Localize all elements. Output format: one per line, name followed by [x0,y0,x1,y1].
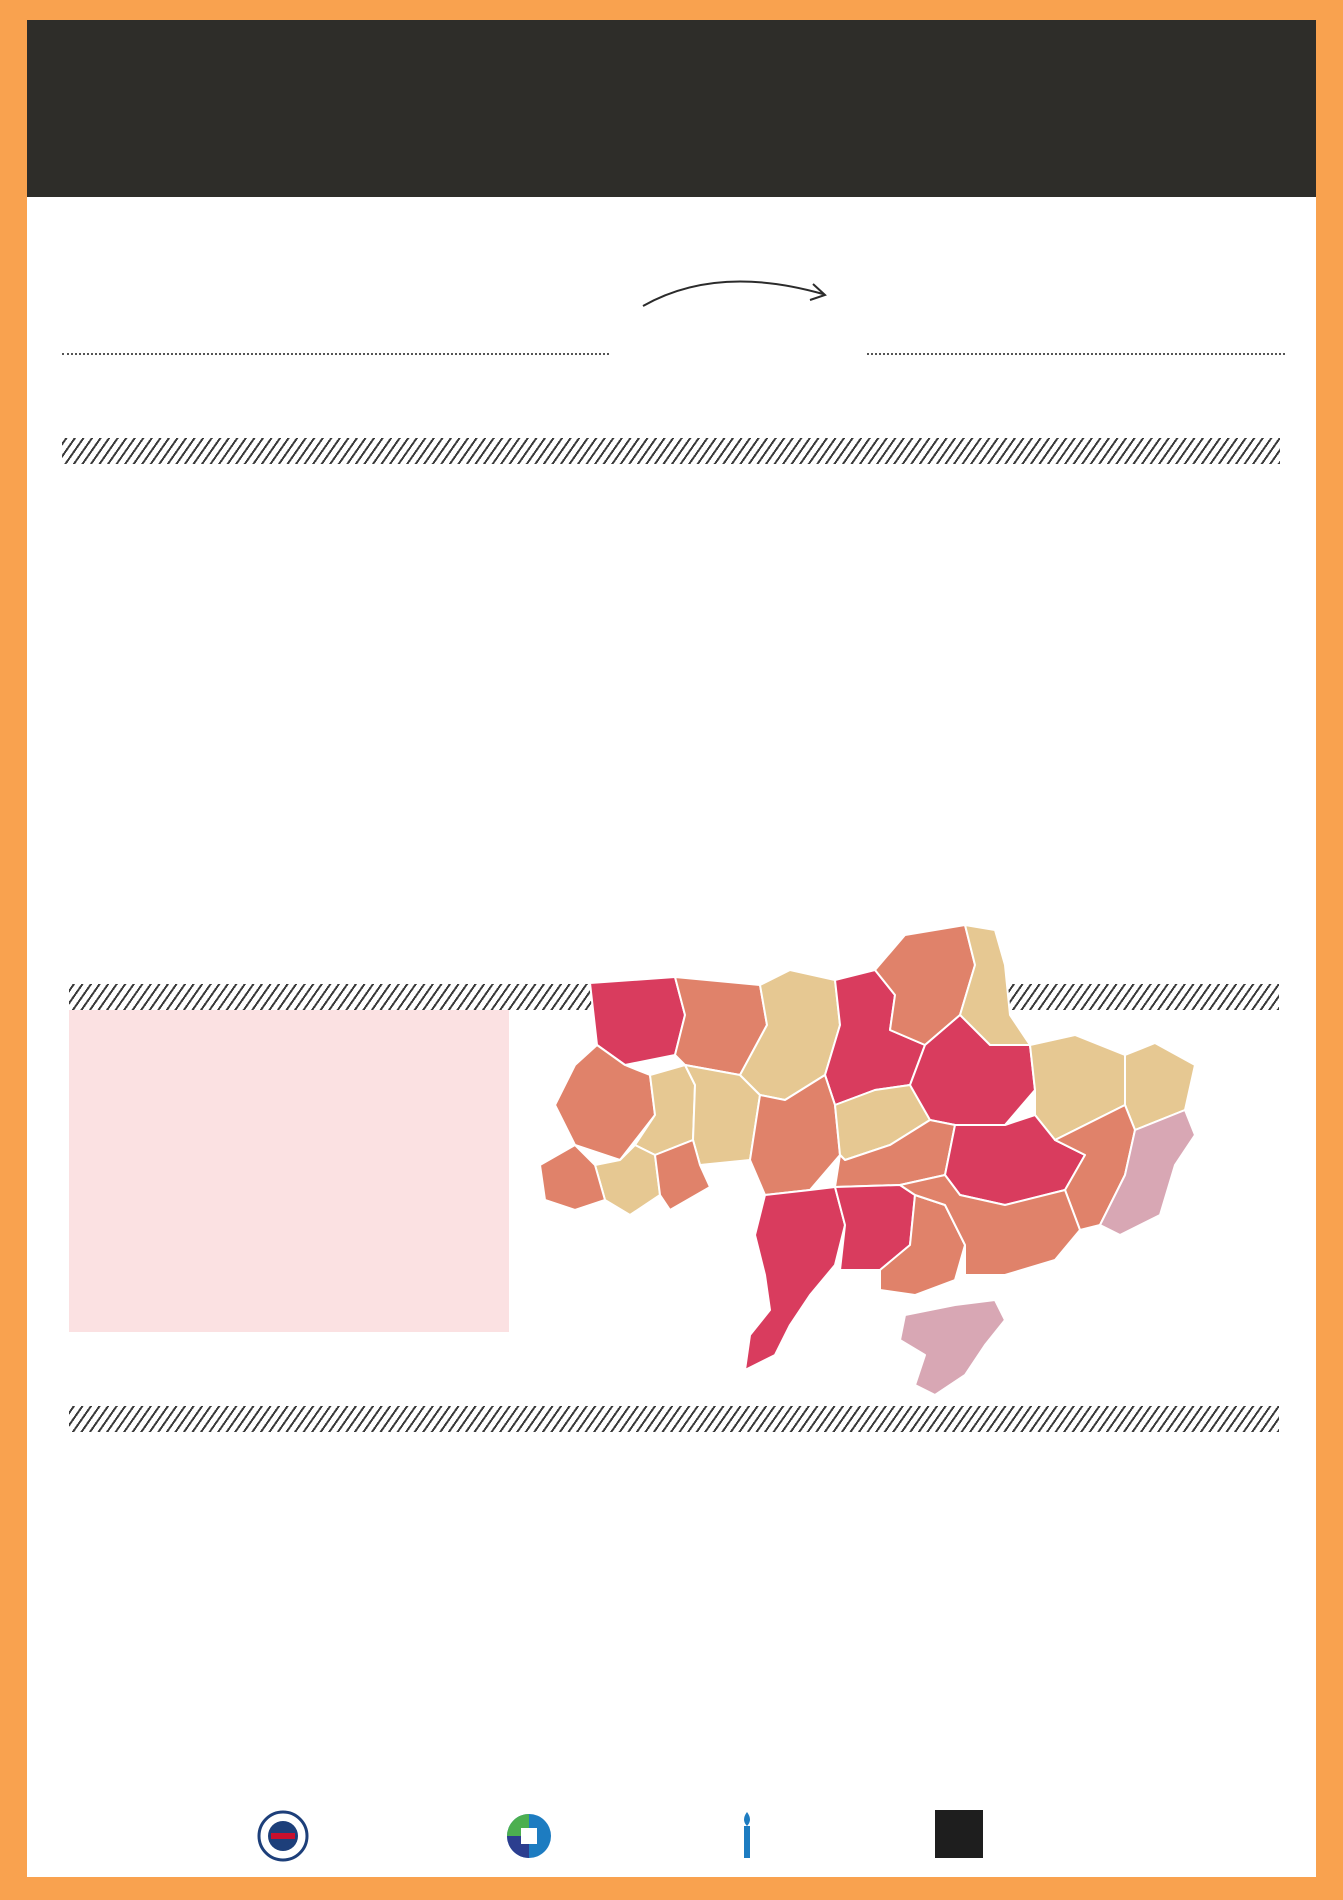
torch-icon [737,1810,757,1862]
map-region-odesa [745,1187,845,1370]
map-region-crimea [900,1300,1005,1395]
infographic-page [27,20,1316,1877]
imi-mark-icon [935,1810,983,1858]
usaid-seal-icon [257,1810,309,1862]
section-hatch-categories [62,438,1280,464]
arrow-curve-icon [637,270,837,310]
map-region-uzhgorod [540,1145,605,1210]
ukraine-map [535,925,1315,1415]
dynamics-area-chart [27,1400,1316,1820]
header-banner [27,20,1316,197]
top5-panel [69,1010,509,1332]
internews-globe-icon [505,1812,553,1860]
summary-divider-left [62,353,609,355]
wavy-divider [75,1782,1275,1798]
summary-divider-right [867,353,1285,355]
